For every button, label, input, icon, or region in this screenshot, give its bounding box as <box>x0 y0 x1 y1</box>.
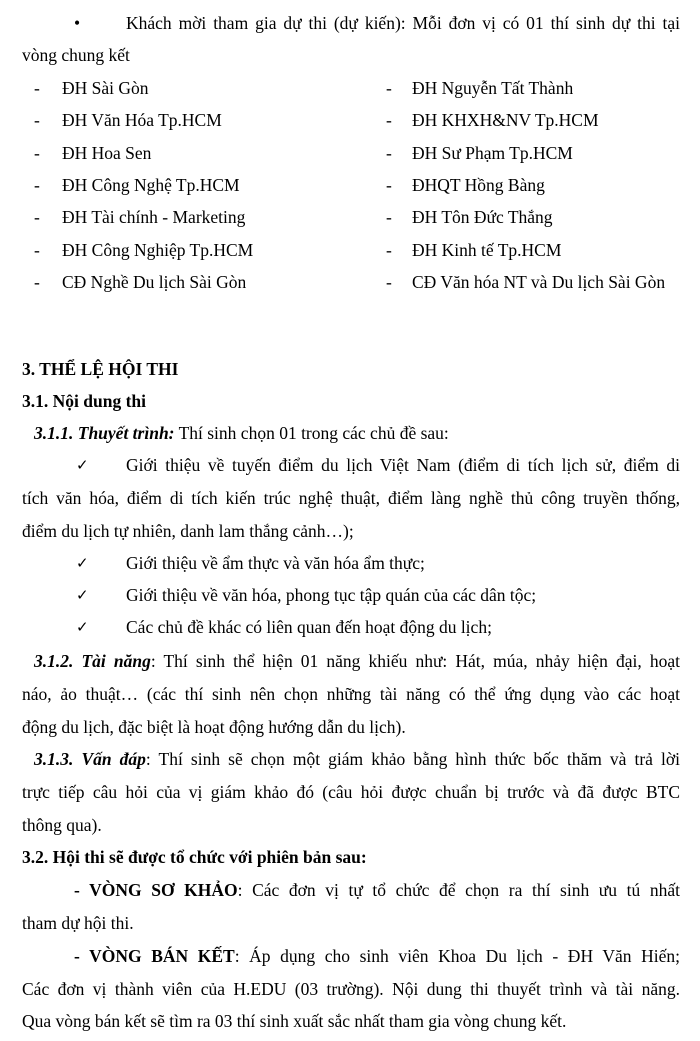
topic-2: Giới thiệu về ẩm thực và văn hóa ẩm thực; <box>126 553 425 573</box>
item-3-1-3-line-1: 3.1.3. Vấn đáp: Thí sinh sẽ chọn một giám khảo bằng hình thức bốc thăm và trả lời <box>34 749 680 769</box>
list-dash: - <box>34 240 40 260</box>
check-icon: ✓ <box>76 618 89 636</box>
list-dash: - <box>386 143 392 163</box>
section-heading: 3. THỂ LỆ HỘI THI <box>22 359 179 379</box>
check-icon: ✓ <box>76 554 89 572</box>
list-dash: - <box>386 110 392 130</box>
university-item: CĐ Văn hóa NT và Du lịch Sài Gòn <box>412 272 666 292</box>
topic-4: Các chủ đề khác có liên quan đến hoạt động du lịch; <box>126 617 492 637</box>
item-3-1-2-line-3: động du lịch, đặc biệt là hoạt động hướng dẫn du lịch). <box>22 717 406 737</box>
list-dash: - <box>34 143 40 163</box>
university-item: ĐH Sư Phạm Tp.HCM <box>412 143 573 163</box>
round-2-line-2: Các đơn vị thành viên của H.EDU (03 trường). Nội dung thi thuyết trình và tài năng. <box>22 979 680 999</box>
item-3-1-2-line-1: 3.1.2. Tài năng: Thí sinh thể hiện 01 năng khiếu như: Hát, múa, nhảy hiện đại, hoạt <box>34 651 680 671</box>
guests-line-1: Khách mời tham gia dự thi (dự kiến): Mỗi đơn vị có 01 thí sinh dự thi tại <box>126 13 680 33</box>
topic-3: Giới thiệu về văn hóa, phong tục tập quán của các dân tộc; <box>126 585 537 605</box>
topic-1-line-1: Giới thiệu về tuyến điểm du lịch Việt Nam (điểm di tích lịch sử, điểm di <box>126 455 680 475</box>
round-2-line-3: Qua vòng bán kết sẽ tìm ra 03 thí sinh xuất sắc nhất tham gia vòng chung kết. <box>22 1011 567 1031</box>
topic-1-line-2: tích văn hóa, điểm di tích kiến trúc nghệ thuật, điểm làng nghề thủ công truyền thống, <box>22 488 680 508</box>
university-item: ĐH Hoa Sen <box>62 143 152 163</box>
list-dash: - <box>386 207 392 227</box>
item-3-1-1: 3.1.1. Thuyết trình: Thí sinh chọn 01 trong các chủ đề sau: <box>34 423 449 443</box>
item-3-1-3-line-2: trực tiếp câu hỏi của vị giám khảo đó (câu hỏi được chuẩn bị trước và đã được BTC <box>22 782 680 802</box>
bullet: • <box>74 13 81 33</box>
list-dash: - <box>386 240 392 260</box>
university-item: CĐ Nghề Du lịch Sài Gòn <box>62 272 247 292</box>
list-dash: - <box>386 78 392 98</box>
round-1-line-2: tham dự hội thi. <box>22 913 134 933</box>
list-dash: - <box>386 272 392 292</box>
university-item: ĐHQT Hồng Bàng <box>412 175 545 195</box>
university-item: ĐH Văn Hóa Tp.HCM <box>62 110 222 130</box>
university-item: ĐH Sài Gòn <box>62 78 149 98</box>
round-1-line-1: - VÒNG SƠ KHẢO: Các đơn vị tự tổ chức để chọn ra thí sinh ưu tú nhất <box>74 880 680 900</box>
university-item: ĐH Công Nghiệp Tp.HCM <box>62 240 254 260</box>
university-item: ĐH Nguyễn Tất Thành <box>412 78 574 98</box>
topic-1-line-3: điểm du lịch tự nhiên, danh lam thắng cảnh…); <box>22 521 354 541</box>
check-icon: ✓ <box>76 586 89 604</box>
list-dash: - <box>386 175 392 195</box>
item-3-1-3-line-3: thông qua). <box>22 815 102 835</box>
check-icon: ✓ <box>76 456 89 474</box>
list-dash: - <box>34 175 40 195</box>
round-2-line-1: - VÒNG BÁN KẾT: Áp dụng cho sinh viên Khoa Du lịch - ĐH Văn Hiến; <box>74 946 680 966</box>
university-item: ĐH KHXH&NV Tp.HCM <box>412 110 599 130</box>
university-item: ĐH Tài chính - Marketing <box>62 207 246 227</box>
subsection-3-2: 3.2. Hội thi sẽ được tổ chức với phiên bản sau: <box>22 847 367 867</box>
university-item: ĐH Công Nghệ Tp.HCM <box>62 175 240 195</box>
list-dash: - <box>34 272 40 292</box>
guests-line-2: vòng chung kết <box>22 45 130 65</box>
university-item: ĐH Tôn Đức Thắng <box>412 207 553 227</box>
list-dash: - <box>34 78 40 98</box>
university-item: ĐH Kinh tế Tp.HCM <box>412 240 562 260</box>
item-3-1-2-line-2: náo, ảo thuật… (các thí sinh nên chọn những tài năng có thể ứng dụng vào các hoạt <box>22 684 680 704</box>
list-dash: - <box>34 207 40 227</box>
subsection-3-1: 3.1. Nội dung thi <box>22 391 146 411</box>
list-dash: - <box>34 110 40 130</box>
